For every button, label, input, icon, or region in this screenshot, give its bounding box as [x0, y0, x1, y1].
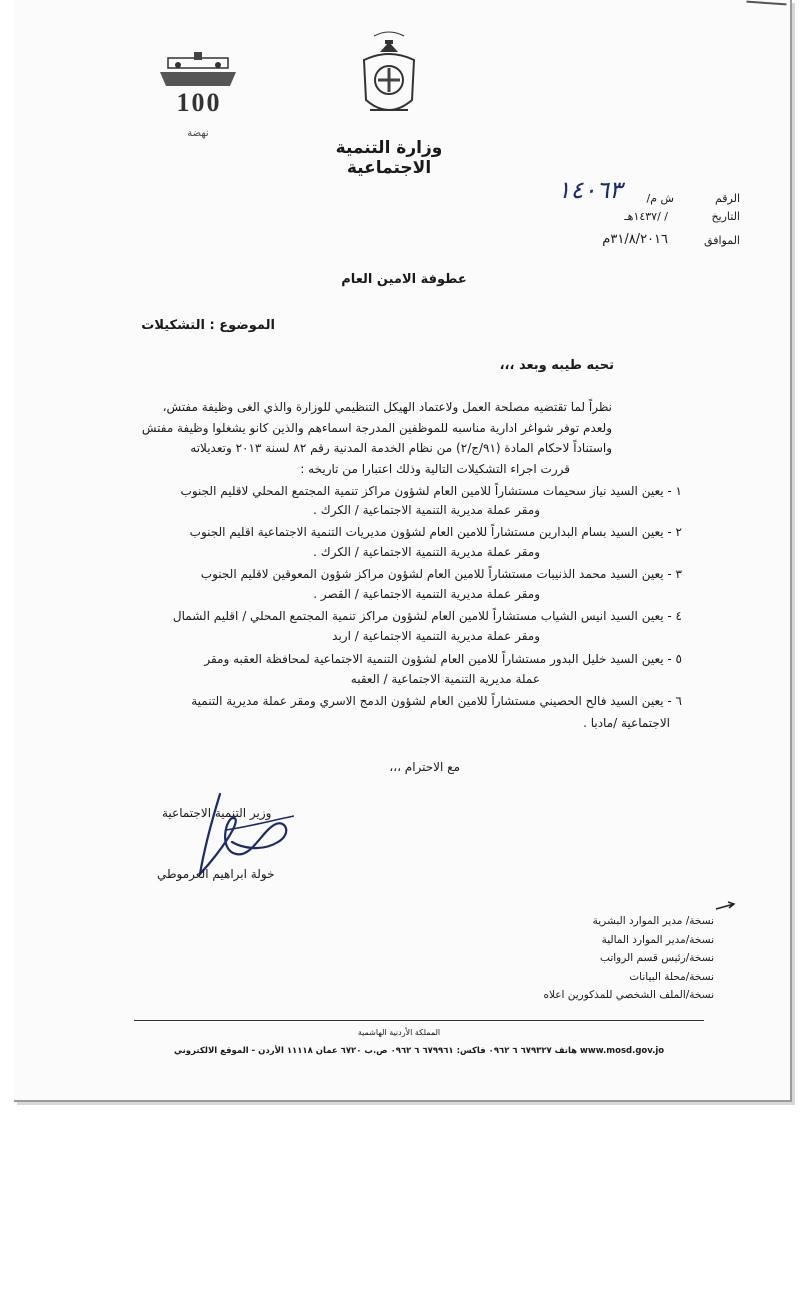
- gregorian-date: ٣١/٨/٢٠١٦م: [602, 232, 668, 247]
- copy-recipient: نسخة/ مدير الموارد البشرية: [592, 915, 714, 927]
- scanned-letter: [14, 0, 792, 1102]
- list-item: ٦ - يعين السيد فالح الحصيني مستشاراً للامين العام لشؤون الدمج الاسري ومقر عملة مديرية التنمية: [191, 694, 682, 708]
- list-item-continuation: ومقر عملة مديرية التنمية الاجتماعية / اربد: [332, 629, 540, 643]
- footer-country: المملكة الأردنية الهاشمية: [357, 1028, 441, 1037]
- list-item-continuation: ومقر عملة مديرية التنمية الاجتماعية / الكرك .: [313, 545, 540, 559]
- ministry-name: وزارة التنمية الاجتماعية: [335, 138, 443, 178]
- list-item: ٤ - يعين السيد انيس الشياب مستشاراً للامين العام لشؤون مراكز تنمية المجتمع المحلي / اقليم الشمال: [172, 609, 682, 623]
- reference-gregorian-row: [480, 230, 740, 252]
- body-line: قررت اجراء التشكيلات التالية وذلك اعتبارا من تاريخه :: [300, 462, 570, 476]
- list-item: ٣ - يعين السيد محمد الذنيبات مستشاراً للامين العام لشؤون مراكز شؤون المعوقين لاقليم الجنوب: [200, 567, 682, 581]
- date-label: التاريخ: [711, 210, 740, 223]
- list-item: ٥ - يعين السيد خليل البدور مستشاراً للامين العام لشؤون التنمية الاجتماعية لمحافظة العقبه ومقر: [204, 652, 682, 666]
- scan-corner-mark: [745, 1, 786, 20]
- list-item: ١ - يعين السيد نياز سحيمات مستشاراً للامين العام لشؤون مراكز تنمية المجتمع المحلي لاقليم الجنوب: [180, 484, 682, 498]
- centenary-number: 100: [176, 88, 222, 117]
- reference-date-row: [480, 210, 740, 230]
- subject-line: الموضوع : التشكيلات: [141, 318, 275, 333]
- royal-crest-icon: [356, 30, 422, 130]
- hijri-date: / /١٤٣٧هـ: [624, 210, 668, 223]
- body-line: نظراً لما تقتضيه مصلحة العمل ولاعتماد الهيكل التنظيمي للوزارة والذي الغى وظيفة مفتش،: [162, 400, 612, 414]
- list-item-continuation: الاجتماعية /مادبا .: [583, 716, 670, 730]
- footer-contact: هاتف ٦٧٩٣٢٧ ٦ ٠٩٦٢ فاكس: ٦٧٩٩٦١ ٦ ٠٩٦٢ ص.ب ٦٧٢٠ عمان ١١١١٨ الأردن - الموقع الالكتروني www.mosd.gov.jo: [174, 1046, 665, 1056]
- closing: مع الاحترام ،،،: [389, 760, 460, 774]
- footer-divider: [134, 1020, 704, 1021]
- list-item-continuation: ومقر عملة مديرية التنمية الاجتماعية / القصر .: [313, 587, 540, 601]
- reference-number: ١٤٠٦٣: [557, 176, 622, 204]
- greeting: تحيه طيبه وبعد ،،،: [499, 358, 614, 373]
- copy-recipient: نسخة/الملف الشخصي للمذكورين اعلاه: [543, 989, 714, 1001]
- list-item-continuation: ومقر عملة مديرية التنمية الاجتماعية / الكرك .: [313, 503, 540, 517]
- number-prefix: ش م/: [646, 192, 674, 205]
- centenary-label: نهضة: [187, 128, 209, 139]
- body-line: واستناداً لاحكام المادة (٩١/ج/٢) من نظام الخدمة المدنية رقم ٨٢ لسنة ٢٠١٣ وتعديلاته: [190, 441, 612, 455]
- signatory-name: خولة ابراهيم العرموطي: [157, 867, 275, 881]
- corresponding-label: الموافق: [704, 234, 740, 247]
- copies-list: [454, 912, 714, 1005]
- number-label: الرقم: [714, 192, 740, 205]
- signatory-title: وزير التنمية الاجتماعية: [162, 806, 272, 820]
- list-item: ٢ - يعين السيد بسام البدارين مستشاراً للامين العام لشؤون مديريات التنمية الاجتماعية اقليم الجنوب: [189, 525, 682, 539]
- body-line: ولعدم توفر شواغر ادارية مناسبه للموظفين المدرجة اسماءهم والذين كانو يشغلوا وظيفة مفتش: [141, 421, 612, 435]
- copy-recipient: نسخة/رئيس قسم الرواتب: [600, 952, 714, 964]
- addressee: عطوفة الامين العام: [341, 272, 467, 287]
- arrow-mark-icon: [714, 896, 736, 906]
- copy-recipient: نسخة/مدير الموارد المالية: [601, 933, 714, 946]
- list-item-continuation: عملة مديرية التنمية الاجتماعية / العقبه: [350, 672, 540, 686]
- copy-recipient: نسخة/محلة البيانات: [629, 970, 714, 983]
